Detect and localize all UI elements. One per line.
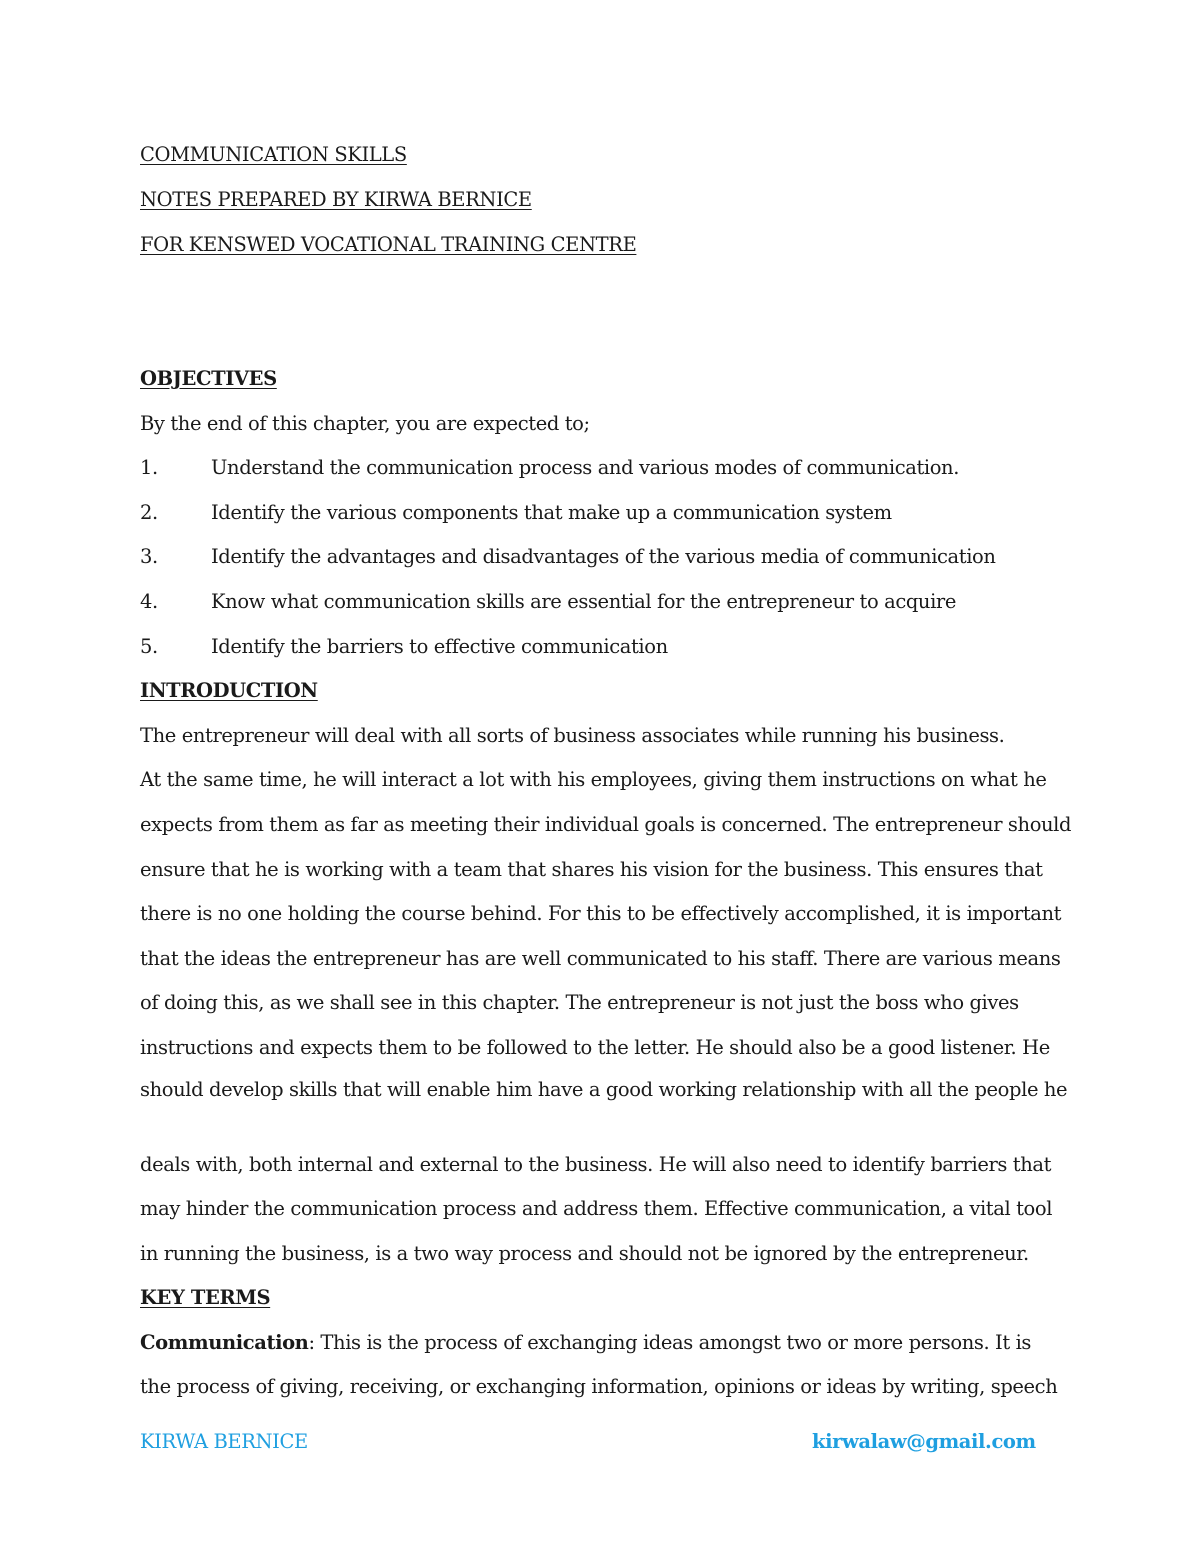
- introduction-line: expects from them as far as meeting their individual goals is concerned. The entrepreneur should: [140, 812, 1072, 836]
- introduction-line: of doing this, as we shall see in this chapter. The entrepreneur is not just the boss who gives: [140, 991, 1019, 1015]
- objective-text: Identify the advantages and disadvantages of the various media of communication: [211, 545, 996, 569]
- introduction-line: there is no one holding the course behind. For this to be effectively accomplished, it is important: [140, 902, 1062, 926]
- introduction-line: that the ideas the entrepreneur has are well communicated to his staff. There are various means: [140, 946, 1061, 970]
- key-term-definition-text: : This is the process of exchanging ideas amongst two or more persons. It is: [308, 1330, 1032, 1354]
- introduction-line: may hinder the communication process and address them. Effective communication, a vital tool: [140, 1197, 1053, 1221]
- objective-text: Identify the various components that make up a communication system: [211, 500, 892, 524]
- objective-item: [140, 586, 1070, 631]
- key-terms-heading: KEY TERMS: [140, 1286, 271, 1310]
- footer-email: kirwalaw@gmail.com: [812, 1430, 1036, 1453]
- introduction-line: At the same time, he will interact a lot with his employees, giving them instructions on what he: [140, 768, 1047, 792]
- objectives-intro: By the end of this chapter, you are expected to;: [140, 411, 590, 435]
- key-term-definition-continued: the process of giving, receiving, or exchanging information, opinions or ideas by writing, speech: [140, 1375, 1058, 1399]
- objective-item: [140, 497, 1070, 542]
- introduction-line: should develop skills that will enable him have a good working relationship with all the people he: [140, 1077, 1068, 1101]
- objective-number: 1.: [140, 456, 158, 480]
- key-term-definition: [140, 1327, 1070, 1372]
- document-title: COMMUNICATION SKILLS: [140, 143, 407, 166]
- introduction-line: The entrepreneur will deal with all sorts of business associates while running his business.: [140, 723, 1005, 747]
- objective-number: 3.: [140, 545, 158, 569]
- prepared-by-line: NOTES PREPARED BY KIRWA BERNICE: [140, 188, 532, 211]
- introduction-heading: INTRODUCTION: [140, 679, 318, 703]
- footer-author: KIRWA BERNICE: [140, 1430, 308, 1453]
- objective-text: Understand the communication process and various modes of communication.: [211, 456, 960, 480]
- objectives-heading: OBJECTIVES: [140, 367, 277, 390]
- introduction-line: in running the business, is a two way process and should not be ignored by the entrepreneur.: [140, 1241, 1029, 1265]
- introduction-line: instructions and expects them to be followed to the letter. He should also be a good listener. He: [140, 1035, 1050, 1059]
- key-term-name: Communication: [140, 1330, 309, 1354]
- objective-item: [140, 631, 1070, 676]
- objective-item: [140, 452, 1070, 497]
- objective-number: 2.: [140, 500, 158, 524]
- document-body: [140, 139, 1070, 1416]
- introduction-line: deals with, both internal and external to the business. He will also need to identify barriers that: [140, 1152, 1052, 1176]
- objective-text: Identify the barriers to effective communication: [211, 634, 668, 658]
- objective-text: Know what communication skills are essential for the entrepreneur to acquire: [211, 589, 956, 613]
- training-centre-line: FOR KENSWED VOCATIONAL TRAINING CENTRE: [140, 233, 637, 256]
- objective-number: 4.: [140, 589, 158, 613]
- objective-number: 5.: [140, 634, 158, 658]
- objective-item: [140, 541, 1070, 586]
- spacer: [140, 274, 1070, 363]
- introduction-line: ensure that he is working with a team that shares his vision for the business. This ensures that: [140, 857, 1043, 881]
